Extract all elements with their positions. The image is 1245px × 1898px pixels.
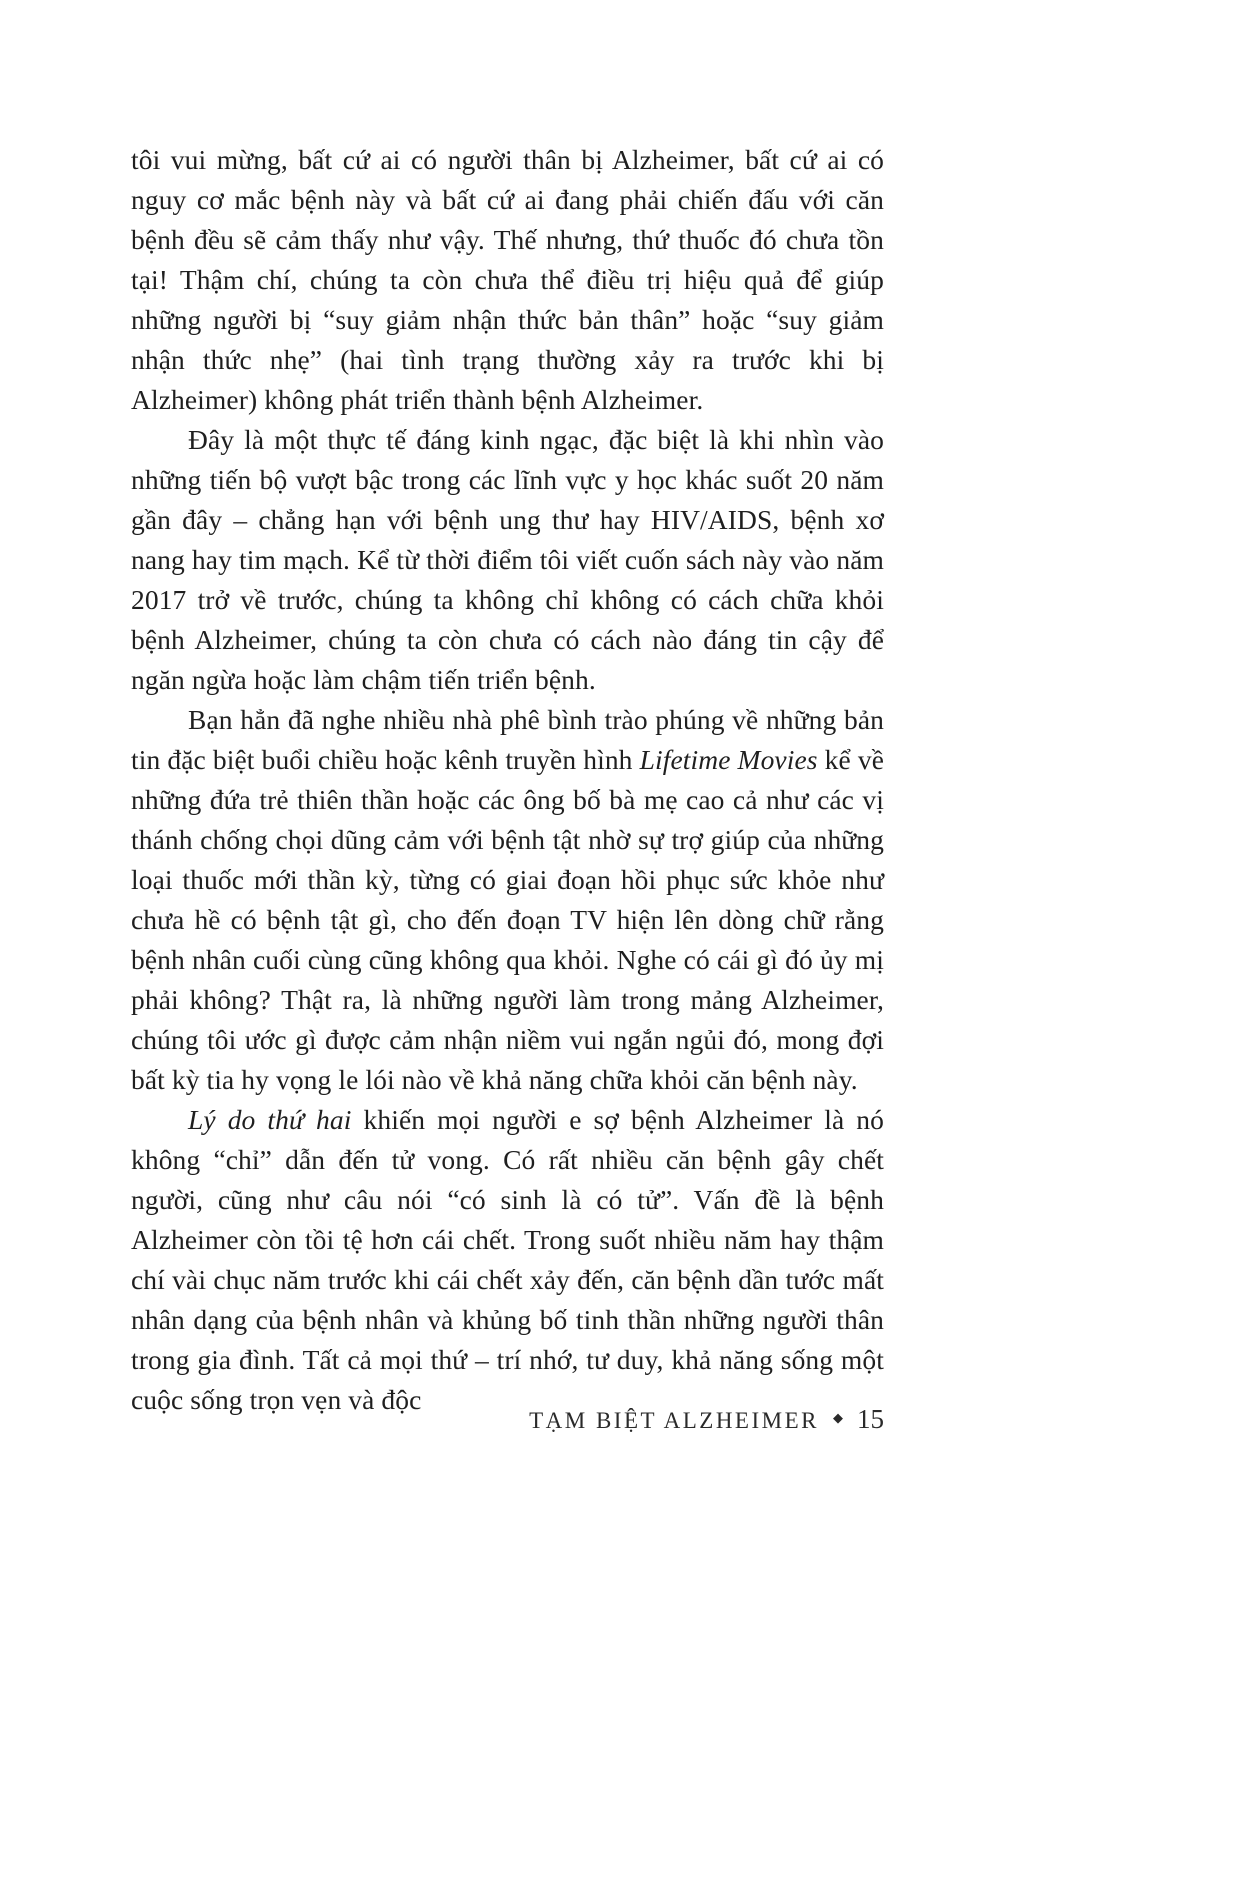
- text-segment: Đây là một thực tế đáng kinh ngạc, đặc biệt là khi nhìn vào những tiến bộ vượt bậc trong các lĩnh vực y học khác suốt 20 năm gần đây – chẳng hạn với bệnh ung thư hay HIV/AIDS, bệnh xơ nang hay tim mạch. Kể từ thời điểm tôi viết cuốn sách này vào năm 2017 trở về trước, chúng ta không chỉ không có cách chữa khỏi bệnh Alzheimer, chúng ta còn chưa có cách nào đáng tin cậy để ngăn ngừa hoặc làm chậm tiến triển bệnh.: [131, 424, 884, 695]
- text-segment: Bạn hẳn đã nghe nhiều nhà phê bình trào phúng về những bản tin đặc biệt buổi chiều hoặc kênh truyền hình: [131, 704, 884, 775]
- paragraph: [131, 420, 884, 700]
- page-footer: [131, 1404, 884, 1435]
- italic-text-segment: Lifetime Movies: [639, 744, 818, 775]
- italic-text-segment: Lý do thứ hai: [188, 1104, 352, 1135]
- text-segment: kể về những đứa trẻ thiên thần hoặc các ông bố bà mẹ cao cả như các vị thánh chống chọi dũng cảm với bệnh tật nhờ sự trợ giúp của những loại thuốc mới thần kỳ, từng có giai đoạn hồi phục sức khỏe như chưa hề có bệnh tật gì, cho đến đoạn TV hiện lên dòng chữ rằng bệnh nhân cuối cùng cũng không qua khỏi. Nghe có cái gì đó ủy mị phải không? Thật ra, là những người làm trong mảng Alzheimer, chúng tôi ước gì được cảm nhận niềm vui ngắn ngủi đó, mong đợi bất kỳ tia hy vọng le lói nào về khả năng chữa khỏi căn bệnh này.: [131, 744, 884, 1095]
- paragraph: [131, 140, 884, 420]
- text-segment: khiến mọi người e sợ bệnh Alzheimer là nó không “chỉ” dẫn đến tử vong. Có rất nhiều căn bệnh gây chết người, cũng như câu nói “có sinh là có tử”. Vấn đề là bệnh Alzheimer còn tồi tệ hơn cái chết. Trong suốt nhiều năm hay thậm chí vài chục năm trước khi cái chết xảy đến, căn bệnh dần tước mất nhân dạng của bệnh nhân và khủng bố tinh thần những người thân trong gia đình. Tất cả mọi thứ – trí nhớ, tư duy, khả năng sống một cuộc sống trọn vẹn và độc: [131, 1104, 884, 1415]
- paragraph: [131, 1100, 884, 1420]
- diamond-icon: ◆: [833, 1409, 843, 1425]
- running-title: TẠM BIỆT ALZHEIMER: [529, 1408, 819, 1433]
- page-number: 15: [857, 1404, 884, 1434]
- text-segment: tôi vui mừng, bất cứ ai có người thân bị Alzheimer, bất cứ ai có nguy cơ mắc bệnh này và bất cứ ai đang phải chiến đấu với căn bệnh đều sẽ cảm thấy như vậy. Thế nhưng, thứ thuốc đó chưa tồn tại! Thậm chí, chúng ta còn chưa thể điều trị hiệu quả để giúp những người bị “suy giảm nhận thức bản thân” hoặc “suy giảm nhận thức nhẹ” (hai tình trạng thường xảy ra trước khi bị Alzheimer) không phát triển thành bệnh Alzheimer.: [131, 144, 884, 415]
- text-column: [131, 140, 884, 1420]
- paragraph: [131, 700, 884, 1100]
